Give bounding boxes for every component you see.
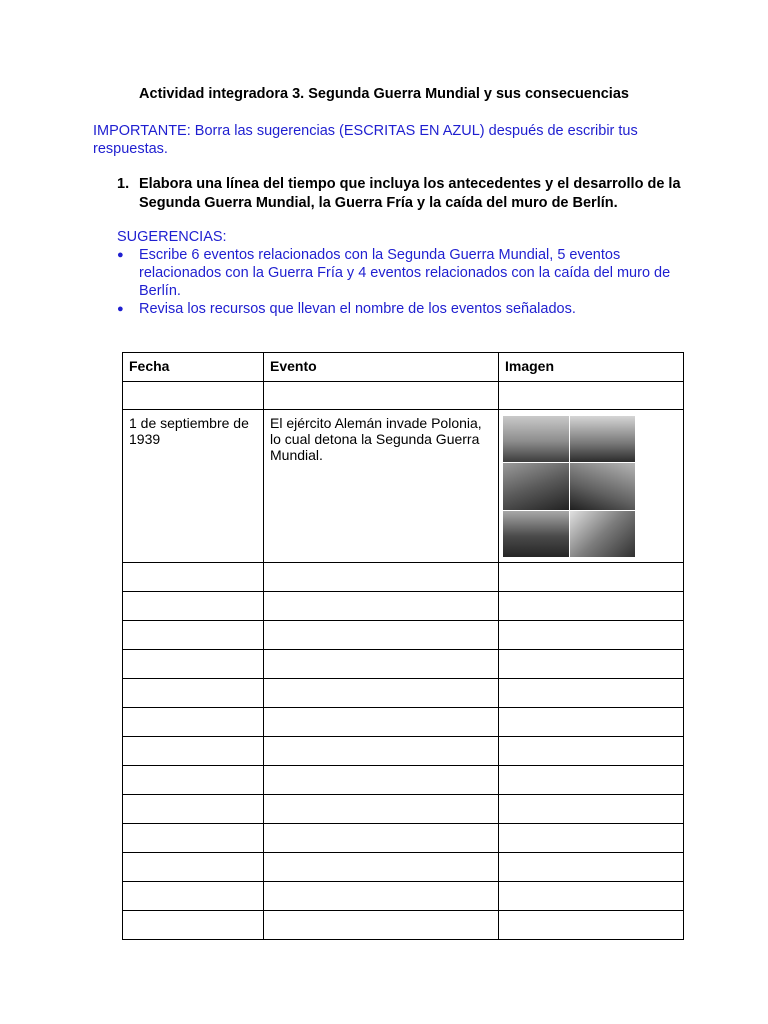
cell-evento[interactable] <box>264 563 499 592</box>
cell-imagen[interactable] <box>499 882 684 911</box>
table-row <box>123 382 684 410</box>
cell-imagen[interactable] <box>499 563 684 592</box>
cell-evento[interactable] <box>264 853 499 882</box>
ww2-photo-collage <box>503 416 635 557</box>
warship-photo <box>570 416 636 462</box>
cell-fecha[interactable] <box>123 621 264 650</box>
cell-imagen[interactable] <box>499 708 684 737</box>
header-imagen: Imagen <box>499 353 684 382</box>
suggestions-list <box>117 246 677 318</box>
table-row <box>123 563 684 592</box>
page-title: Actividad integradora 3. Segunda Guerra Mundial y sus consecuencias <box>139 86 629 102</box>
cell-fecha[interactable] <box>123 679 264 708</box>
example-fecha[interactable]: 1 de septiembre de 1939 <box>123 410 264 563</box>
cell-evento[interactable] <box>264 592 499 621</box>
cell-imagen[interactable] <box>499 737 684 766</box>
question-text: Elabora una línea del tiempo que incluya los antecedentes y el desarrollo de la Segunda Guerra Mundial, la Guerra Fría y la caída del muro de Berlín. <box>139 176 681 211</box>
cell-fecha[interactable] <box>123 911 264 940</box>
table-row <box>123 911 684 940</box>
cell-evento[interactable] <box>264 679 499 708</box>
table-row <box>123 650 684 679</box>
table-row <box>123 737 684 766</box>
cell-imagen[interactable] <box>499 650 684 679</box>
cell-evento[interactable] <box>264 650 499 679</box>
soldiers-photo <box>503 463 569 509</box>
table-row <box>123 766 684 795</box>
table-row <box>123 708 684 737</box>
cell-imagen[interactable] <box>499 766 684 795</box>
cell-evento[interactable] <box>264 795 499 824</box>
header-fecha: Fecha <box>123 353 264 382</box>
suggestion-item: ● Escribe 6 eventos relacionados con la Segunda Guerra Mundial, 5 eventos relacionados con la Guerra Fría y 4 eventos relacionados con la caída del muro de Berlín. <box>117 247 671 299</box>
cell-imagen[interactable] <box>499 853 684 882</box>
battle-photo <box>570 511 636 557</box>
cell-evento[interactable] <box>264 708 499 737</box>
suggestions-block <box>117 228 677 318</box>
cell-fecha[interactable] <box>123 563 264 592</box>
important-note: IMPORTANTE: Borra las sugerencias (ESCRITAS EN AZUL) después de escribir tus respuestas. <box>93 123 638 157</box>
table-row <box>123 882 684 911</box>
cell-fecha[interactable] <box>123 708 264 737</box>
officers-photo <box>503 511 569 557</box>
bullet-icon: ● <box>117 249 124 261</box>
timeline-table <box>122 352 684 940</box>
cell-imagen[interactable] <box>499 679 684 708</box>
cell-evento[interactable] <box>264 382 499 410</box>
question-number: 1. <box>117 176 130 192</box>
table-row <box>123 621 684 650</box>
example-evento[interactable]: El ejército Alemán invade Polonia, lo cual detona la Segunda Guerra Mundial. <box>264 410 499 563</box>
header-evento: Evento <box>264 353 499 382</box>
ruins-photo <box>570 463 636 509</box>
cell-evento[interactable] <box>264 824 499 853</box>
cell-evento[interactable] <box>264 911 499 940</box>
table-row <box>123 679 684 708</box>
cell-evento[interactable] <box>264 621 499 650</box>
cell-fecha[interactable] <box>123 737 264 766</box>
cell-evento[interactable] <box>264 766 499 795</box>
question-1 <box>117 175 687 213</box>
cell-fecha[interactable] <box>123 824 264 853</box>
example-row <box>123 410 684 563</box>
cell-imagen[interactable] <box>499 382 684 410</box>
table-row <box>123 824 684 853</box>
cell-fecha[interactable] <box>123 592 264 621</box>
cell-imagen[interactable] <box>499 795 684 824</box>
suggestion-item: ● Revisa los recursos que llevan el nombre de los eventos señalados. <box>117 301 576 317</box>
cell-evento[interactable] <box>264 882 499 911</box>
cell-imagen[interactable] <box>499 592 684 621</box>
table-row <box>123 853 684 882</box>
cell-imagen[interactable] <box>499 824 684 853</box>
table-header-row <box>123 353 684 382</box>
cell-fecha[interactable] <box>123 882 264 911</box>
aircraft-photo <box>503 416 569 462</box>
cell-fecha[interactable] <box>123 766 264 795</box>
cell-imagen[interactable] <box>499 911 684 940</box>
cell-fecha[interactable] <box>123 853 264 882</box>
cell-fecha[interactable] <box>123 382 264 410</box>
cell-imagen[interactable] <box>499 621 684 650</box>
bullet-icon: ● <box>117 303 124 315</box>
suggestions-heading: SUGERENCIAS: <box>117 229 227 245</box>
cell-evento[interactable] <box>264 737 499 766</box>
cell-fecha[interactable] <box>123 795 264 824</box>
table-row <box>123 795 684 824</box>
example-imagen[interactable] <box>499 410 684 563</box>
table-row <box>123 592 684 621</box>
cell-fecha[interactable] <box>123 650 264 679</box>
